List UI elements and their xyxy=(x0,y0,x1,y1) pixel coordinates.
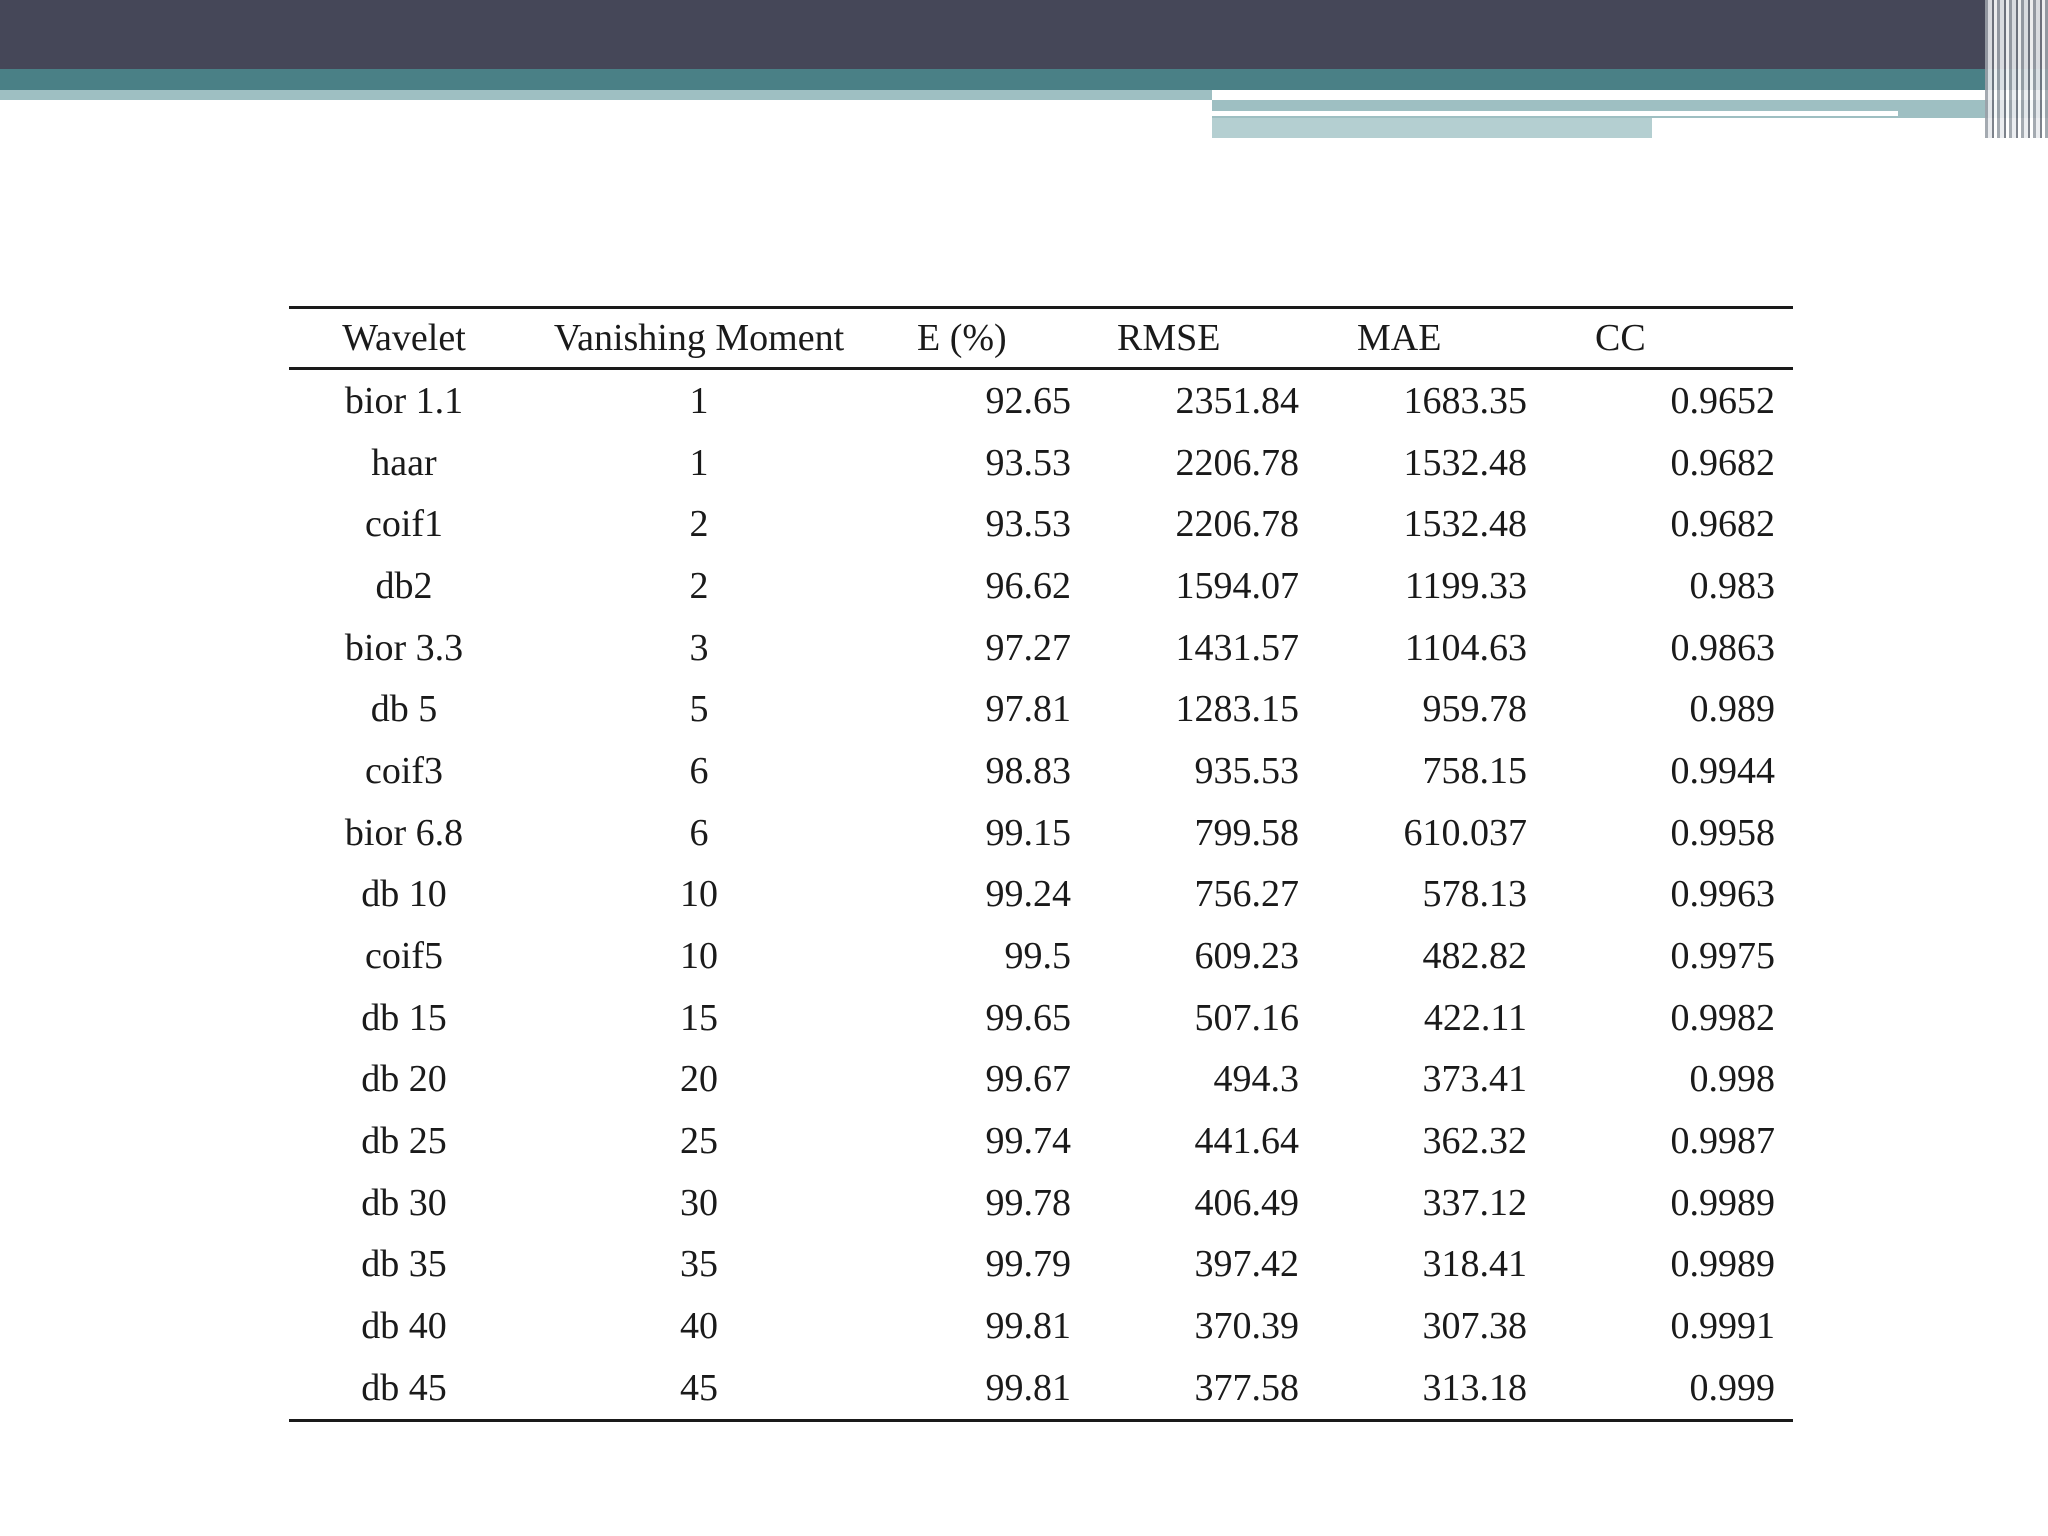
cell-mae: 373.41 xyxy=(1422,1058,1527,1101)
cell-vanishing-moment: 30 xyxy=(680,1181,718,1224)
cell-vanishing-moment: 20 xyxy=(680,1058,718,1101)
cell-wavelet: db 15 xyxy=(361,996,447,1039)
cell-vanishing-moment: 45 xyxy=(680,1366,718,1409)
cell-wavelet: coif1 xyxy=(364,503,444,546)
cell-e-percent: 96.62 xyxy=(985,564,1071,607)
cell-cc: 0.989 xyxy=(1689,688,1775,731)
cell-wavelet: db 25 xyxy=(361,1120,447,1163)
table-row xyxy=(289,617,1793,679)
cell-wavelet: haar xyxy=(371,441,437,484)
header-vanishing-moment: Vanishing Moment xyxy=(553,317,845,359)
cell-rmse: 1594.07 xyxy=(1175,564,1299,607)
table-row xyxy=(289,987,1793,1049)
header-cc: CC xyxy=(1595,317,1646,359)
table-row xyxy=(289,369,1793,432)
table-row xyxy=(289,1357,1793,1420)
cell-mae: 578.13 xyxy=(1422,873,1527,916)
cell-cc: 0.9989 xyxy=(1670,1243,1775,1286)
cell-cc: 0.9652 xyxy=(1670,379,1775,422)
cell-cc: 0.9975 xyxy=(1670,935,1775,978)
cell-rmse: 397.42 xyxy=(1194,1243,1299,1286)
cell-mae: 959.78 xyxy=(1422,688,1527,731)
cell-rmse: 406.49 xyxy=(1194,1181,1299,1224)
cell-e-percent: 99.15 xyxy=(985,811,1071,854)
cell-e-percent: 99.65 xyxy=(985,996,1071,1039)
cell-vanishing-moment: 10 xyxy=(680,873,718,916)
cell-wavelet: db 30 xyxy=(361,1181,447,1224)
cell-mae: 422.11 xyxy=(1423,996,1527,1039)
cell-e-percent: 97.27 xyxy=(985,626,1071,669)
cell-vanishing-moment: 2 xyxy=(689,503,709,546)
cell-wavelet: bior 3.3 xyxy=(344,626,464,669)
cell-wavelet: db 10 xyxy=(361,873,447,916)
table-row xyxy=(289,1234,1793,1296)
cell-vanishing-moment: 6 xyxy=(689,749,709,792)
cell-wavelet: db 5 xyxy=(370,688,438,731)
cell-vanishing-moment: 10 xyxy=(680,935,718,978)
cell-rmse: 441.64 xyxy=(1194,1120,1299,1163)
wavelet-results-table xyxy=(289,306,1793,1422)
cell-cc: 0.9963 xyxy=(1670,873,1775,916)
cell-mae: 307.38 xyxy=(1422,1305,1527,1348)
cell-wavelet: bior 1.1 xyxy=(344,379,464,422)
cell-mae: 1532.48 xyxy=(1403,441,1527,484)
slide-header-accent-bar xyxy=(0,69,2048,90)
cell-cc: 0.9958 xyxy=(1670,811,1775,854)
cell-vanishing-moment: 5 xyxy=(689,688,709,731)
cell-wavelet: coif5 xyxy=(364,935,444,978)
cell-mae: 1199.33 xyxy=(1404,564,1527,607)
cell-wavelet: coif3 xyxy=(364,749,444,792)
header-e-percent: E (%) xyxy=(917,317,1007,359)
table-row xyxy=(289,1110,1793,1172)
cell-cc: 0.9863 xyxy=(1670,626,1775,669)
cell-mae: 1683.35 xyxy=(1403,379,1527,422)
cell-rmse: 935.53 xyxy=(1194,749,1299,792)
cell-e-percent: 92.65 xyxy=(985,379,1071,422)
table-row xyxy=(289,925,1793,987)
cell-vanishing-moment: 15 xyxy=(680,996,718,1039)
cell-wavelet: db 20 xyxy=(361,1058,447,1101)
cell-rmse: 756.27 xyxy=(1194,873,1299,916)
cell-rmse: 507.16 xyxy=(1194,996,1299,1039)
cell-e-percent: 97.81 xyxy=(985,688,1071,731)
cell-vanishing-moment: 35 xyxy=(680,1243,718,1286)
slide-header-light-band-left xyxy=(0,90,1212,100)
table-row xyxy=(289,432,1793,494)
cell-cc: 0.9682 xyxy=(1670,503,1775,546)
cell-vanishing-moment: 1 xyxy=(689,379,709,422)
cell-vanishing-moment: 6 xyxy=(689,811,709,854)
cell-cc: 0.9987 xyxy=(1670,1120,1775,1163)
cell-vanishing-moment: 2 xyxy=(689,564,709,607)
cell-rmse: 2206.78 xyxy=(1175,503,1299,546)
cell-rmse: 2206.78 xyxy=(1175,441,1299,484)
cell-e-percent: 99.79 xyxy=(985,1243,1071,1286)
table-row xyxy=(289,493,1793,555)
slide-header-bar xyxy=(0,0,2048,69)
cell-cc: 0.9944 xyxy=(1670,749,1775,792)
cell-e-percent: 93.53 xyxy=(985,503,1071,546)
cell-e-percent: 99.81 xyxy=(985,1366,1071,1409)
table-header-row xyxy=(289,308,1793,369)
cell-e-percent: 98.83 xyxy=(985,749,1071,792)
cell-mae: 337.12 xyxy=(1422,1181,1527,1224)
table-row xyxy=(289,678,1793,740)
cell-e-percent: 99.81 xyxy=(985,1305,1071,1348)
cell-e-percent: 93.53 xyxy=(985,441,1071,484)
cell-cc: 0.983 xyxy=(1689,564,1775,607)
cell-vanishing-moment: 3 xyxy=(689,626,709,669)
table-row xyxy=(289,555,1793,617)
cell-e-percent: 99.5 xyxy=(1004,935,1071,978)
cell-rmse: 2351.84 xyxy=(1175,379,1299,422)
cell-cc: 0.9682 xyxy=(1670,441,1775,484)
cell-vanishing-moment: 40 xyxy=(680,1305,718,1348)
cell-rmse: 799.58 xyxy=(1194,811,1299,854)
cell-cc: 0.9991 xyxy=(1670,1305,1775,1348)
cell-vanishing-moment: 1 xyxy=(689,441,709,484)
cell-vanishing-moment: 25 xyxy=(680,1120,718,1163)
cell-e-percent: 99.24 xyxy=(985,873,1071,916)
cell-rmse: 370.39 xyxy=(1194,1305,1299,1348)
cell-mae: 313.18 xyxy=(1422,1366,1527,1409)
header-mae: MAE xyxy=(1357,317,1442,359)
cell-wavelet: db 40 xyxy=(361,1305,447,1348)
cell-wavelet: bior 6.8 xyxy=(344,811,464,854)
table-row xyxy=(289,1172,1793,1234)
cell-mae: 1532.48 xyxy=(1403,503,1527,546)
cell-wavelet: db2 xyxy=(375,564,433,607)
cell-mae: 758.15 xyxy=(1422,749,1527,792)
table-row xyxy=(289,1049,1793,1111)
cell-e-percent: 99.74 xyxy=(985,1120,1071,1163)
slide-corner-stripes xyxy=(1985,0,2048,138)
cell-rmse: 1283.15 xyxy=(1175,688,1299,731)
header-wavelet: Wavelet xyxy=(342,317,466,359)
cell-cc: 0.9982 xyxy=(1670,996,1775,1039)
table-row xyxy=(289,864,1793,926)
cell-rmse: 494.3 xyxy=(1213,1058,1299,1101)
header-rmse: RMSE xyxy=(1117,317,1221,359)
cell-wavelet: db 35 xyxy=(361,1243,447,1286)
cell-rmse: 1431.57 xyxy=(1175,626,1299,669)
cell-mae: 610.037 xyxy=(1403,811,1527,854)
cell-e-percent: 99.78 xyxy=(985,1181,1071,1224)
slide-header-fade-band xyxy=(1212,118,1652,138)
cell-mae: 362.32 xyxy=(1422,1120,1527,1163)
cell-cc: 0.999 xyxy=(1689,1366,1775,1409)
table-row xyxy=(289,802,1793,864)
table-body xyxy=(289,369,1793,1421)
cell-wavelet: db 45 xyxy=(361,1366,447,1409)
cell-cc: 0.998 xyxy=(1689,1058,1775,1101)
cell-mae: 482.82 xyxy=(1422,935,1527,978)
cell-e-percent: 99.67 xyxy=(985,1058,1071,1101)
cell-mae: 1104.63 xyxy=(1404,626,1527,669)
cell-rmse: 609.23 xyxy=(1194,935,1299,978)
cell-cc: 0.9989 xyxy=(1670,1181,1775,1224)
cell-mae: 318.41 xyxy=(1422,1243,1527,1286)
table-row xyxy=(289,740,1793,802)
cell-rmse: 377.58 xyxy=(1194,1366,1299,1409)
table-row xyxy=(289,1295,1793,1357)
slide-header-white-line xyxy=(1212,111,1898,116)
